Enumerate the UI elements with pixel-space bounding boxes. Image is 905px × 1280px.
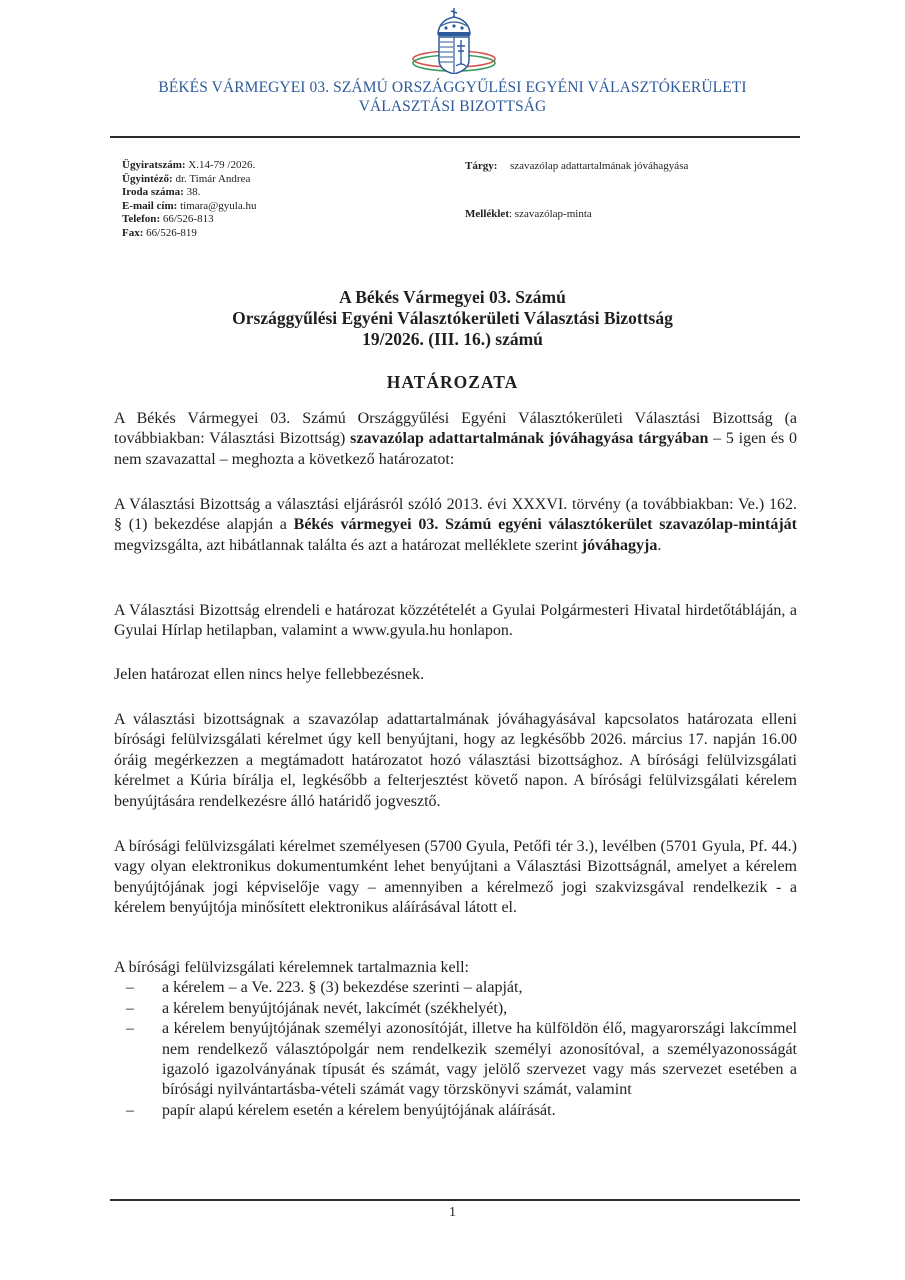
paragraph-judicial-review-deadline: A választási bizottságnak a szavazólap adattartalmának jóváhagyásával kapcsolatos határozata elleni bírósági felülvizsgálati kérelmet úgy kell benyújtani, hogy az legkésőbb 2026. március 17. napján 16.00 óráig megérkezzen a megtámadott határozatot hozó választási bizottsághoz. A bírósági felülvizsgálati kérelmet a Kúria bírálja el, legkésőbb a felterjesztést követő napon. A bírósági felülvizsgálati kérelem benyújtására rendelkezésre álló határidő jogvesztő. [114, 711, 797, 810]
subject-value: szavazólap adattartalmának jóváhagyása [510, 160, 689, 172]
list-item: – a kérelem benyújtójának személyi azonosítóját, illetve ha külföldön élő, magyarországi lakcímmel nem rendelkező választópolgár nem rendelkezik személyi azonosítóval, a személyazonosságát igazoló igazolványának típusát és számát, vagy jelölő szervezet vagy más szervezet esetében a bírósági nyilvántartásba-vételi számát vagy törzskönyvi számát, valamint [126, 1020, 797, 1099]
page-number: 1 [449, 1205, 456, 1220]
header-title-line-1: BÉKÉS VÁRMEGYEI 03. SZÁMÚ ORSZÁGGYŰLÉSI EGYÉNI VÁLASZTÓKERÜLETI [158, 79, 747, 96]
issuing-body-header [0, 78, 905, 116]
decision-title: A Békés Vármegyei 03. Számú Országgyűlési Egyéni Választókerületi Választási Bizottság 19/2026. (III. 16.) számú [0, 287, 905, 350]
attachment-label: Melléklet [465, 207, 509, 220]
dash-bullet-icon: – [126, 1020, 134, 1038]
paragraph-publication: A Választási Bizottság elrendeli e határozat közzétételét a Gyulai Polgármesteri Hivatal hirdetőtábláján, a Gyulai Hírlap hetilapban, valamint a www.gyula.hu honlapon. [114, 602, 797, 640]
dash-bullet-icon: – [126, 979, 134, 997]
list-item: – a kérelem benyújtójának nevét, lakcímét (székhelyét), [114, 999, 797, 1019]
dash-bullet-icon: – [126, 999, 134, 1017]
footer-divider [110, 1199, 800, 1201]
paragraph-decision: A Választási Bizottság a választási eljárásról szóló 2013. évi XXXVI. törvény (a továbbiakban: Ve.) 162. § (1) bekezdése alapján a Békés vármegyei 03. Számú egyéni választókerület szavazólap-mintáját megvizsgálta, azt hibátlannak találta és azt a határozat melléklete szerint jóváhagyja. [114, 496, 797, 554]
case-number-row: Ügyiratszám: X.14-79 /2026. [122, 159, 256, 171]
office-number-row: Iroda száma: 38. [122, 186, 201, 199]
paragraph-submission-methods: A bírósági felülvizsgálati kérelmet személyesen (5700 Gyula, Petőfi tér 3.), levélben (5701 Gyula, Pf. 44.) vagy olyan elektronikus dokumentumként lehet benyújtani a Választási Bizottságnál, amelyet a kérelem benyújtójának jogi képviselője vagy – amennyiben a kérelmező jogi szakvizsgával rendelkezik - a kérelem benyújtója minősített elektronikus aláírásával látott el. [114, 838, 797, 917]
fax-row: Fax: 66/526-819 [122, 226, 197, 239]
case-info-block [122, 159, 256, 241]
paragraph-request-contents [114, 958, 797, 1121]
email-link: timara@gyula.hu [177, 199, 257, 212]
decision-number: 19/2026. (III. 16.) számú [362, 329, 543, 349]
decision-heading: HATÁROZATA [386, 372, 519, 392]
paragraph-no-appeal: Jelen határozat ellen nincs helye fellebbezésnek. [114, 666, 425, 683]
case-officer-row: Ügyintéző: dr. Timár Andrea [122, 172, 251, 185]
subject-row [465, 160, 688, 174]
header-divider [110, 136, 800, 138]
dash-bullet-icon: – [126, 1101, 134, 1119]
request-contents-list [114, 978, 797, 1121]
phone-row: Telefon: 66/526-813 [122, 213, 214, 226]
subject-info-block [465, 160, 688, 221]
attachment-row [465, 208, 688, 222]
list-item: – papír alapú kérelem esetén a kérelem benyújtójának aláírását. [114, 1101, 797, 1121]
coat-of-arms-emblem-icon [411, 4, 497, 74]
list-item: – a kérelem – a Ve. 223. § (3) bekezdése szerinti – alapját, [114, 978, 797, 998]
header-title-line-2: VÁLASZTÁSI BIZOTTSÁG [358, 98, 547, 115]
attachment-value: : szavazólap-minta [508, 207, 592, 220]
request-contents-intro: A bírósági felülvizsgálati kérelemnek tartalmaznia kell: [114, 959, 469, 976]
paragraph-preamble: A Békés Vármegyei 03. Számú Országgyűlési Egyéni Választókerületi Választási Bizottság (a továbbiakban: Választási Bizottság) szavazólap adattartalmának jóváhagyása tárgyában – 5 igen és 0 nem szavazattal – meghozta a következő határozatot: [114, 410, 798, 468]
email-row: E-mail cím: timara@gyula.hu [122, 199, 257, 212]
subject-label: Tárgy: [465, 160, 498, 172]
